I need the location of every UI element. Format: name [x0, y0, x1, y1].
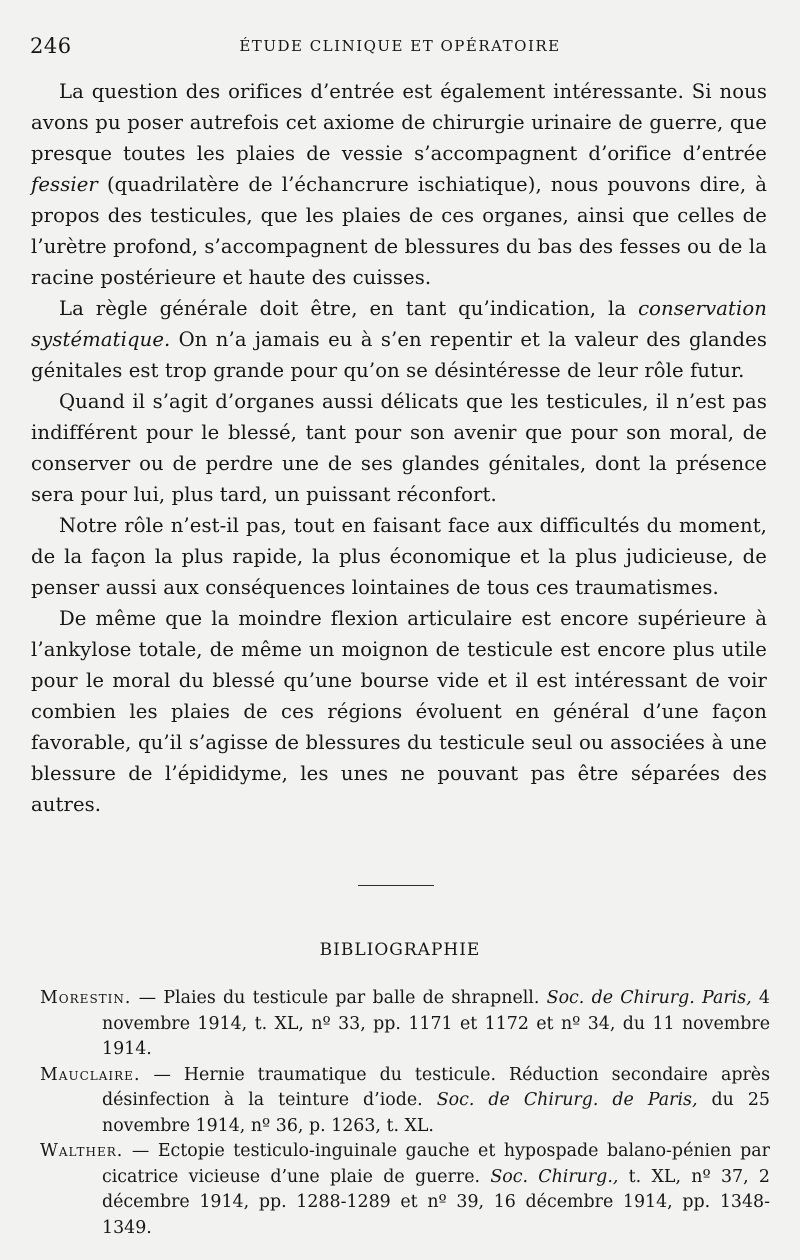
page-number: 246 — [30, 34, 72, 58]
bibliography-author: Morestin. — [40, 988, 132, 1008]
body-text — [31, 76, 767, 820]
bibliography-heading: BIBLIOGRAPHIE — [319, 940, 481, 960]
paragraph-1-text: La question des orifices d’entrée est également intéressante. Si nous avons pu poser autrefois cet axiome de chirurgie urinaire de guerre, que presque toutes les plaies de vessie s’accompagnent d’orifice d’entrée — [31, 80, 767, 165]
paragraph-2-emphasis: conservation systématique. — [31, 297, 767, 351]
bibliography-author: Mauclaire. — [40, 1064, 141, 1085]
paragraph-3: Quand il s’agit d’organes aussi délicats que les testicules, il n’est pas indifférent pour le blessé, tant pour son avenir que pour son moral, de conserver ou de perdre une de ses glandes génitales, dont la présence sera pour lui, plus tard, un puissant réconfort. — [31, 390, 767, 506]
paragraph-1-text-rest: (quadrilatère de l’échancrure ischiatique), nous pouvons dire, à propos des testicules, que les plaies de ces organes, ainsi que celles de l’urètre profond, s’accompagnent de blessures du bas des fesses ou de la racine postérieure et haute des cuisses. — [31, 173, 767, 289]
bibliography-journal: Soc. de Chirurg. de Paris, — [436, 1090, 698, 1110]
bibliography-details: t. XL, nº 37, 2 décembre 1914, pp. 1288-1289 et nº 39, 16 décembre 1914, pp. 1348-1349. — [102, 1166, 770, 1238]
running-title: ÉTUDE CLINIQUE ET OPÉRATOIRE — [239, 37, 561, 55]
running-head — [30, 34, 770, 60]
bibliography-entry — [40, 1063, 770, 1140]
paragraph-2-text: La règle générale doit être, en tant qu’indication, la — [59, 297, 639, 320]
bibliography-entry — [40, 986, 770, 1063]
paragraph-2 — [31, 293, 767, 386]
bibliography-journal: Soc. Chirurg., — [490, 1166, 619, 1187]
bibliography-journal: Soc. de Chirurg. Paris, — [546, 988, 752, 1008]
bibliography-details: 4 novembre 1914, t. XL, nº 33, pp. 1171 et 1172 et nº 34, du 11 novembre 1914. — [102, 988, 770, 1059]
paragraph-4: Notre rôle n’est-il pas, tout en faisant face aux difficultés du moment, de la façon la plus rapide, la plus économique et la plus judicieuse, de penser aussi aux conséquences lointaines de tous ces traumatismes. — [31, 514, 767, 599]
bibliography-list — [40, 986, 770, 1241]
bibliography-title: — Plaies du testicule par balle de shrapnell. — [131, 988, 547, 1008]
bibliography-title: — Hernie traumatique du testicule. Réduction secondaire après désinfection à la teinture d’iode. — [102, 1064, 770, 1110]
paragraph-1-emphasis: fessier — [31, 173, 98, 196]
section-separator-rule — [358, 885, 434, 886]
bibliography-entry — [40, 1139, 770, 1241]
bibliography-title: — Ectopie testiculo-inguinale gauche et hypospade balano-pénien par cicatrice vicieuse d’une plaie de guerre. — [102, 1141, 770, 1187]
bibliography-author: Walther. — [40, 1141, 124, 1161]
bibliography-details: du 25 novembre 1914, nº 36, p. 1263, t. XL. — [102, 1090, 770, 1136]
paragraph-2-text-rest: On n’a jamais eu à s’en repentir et la valeur des glandes génitales est trop grande pour qu’on se désintéresse de leur rôle futur. — [31, 328, 767, 382]
paragraph-1 — [31, 76, 767, 293]
paragraph-5: De même que la moindre flexion articulaire est encore supérieure à l’ankylose totale, de même un moignon de testicule est encore plus utile pour le moral du blessé qu’une bourse vide et il est intéressant de voir combien les plaies de ces régions évoluent en général d’une façon favorable, qu’il s’agisse de blessures du testicule seul ou associées à une blessure de l’épididyme, les unes ne pouvant pas être séparées des autres. — [31, 607, 767, 816]
